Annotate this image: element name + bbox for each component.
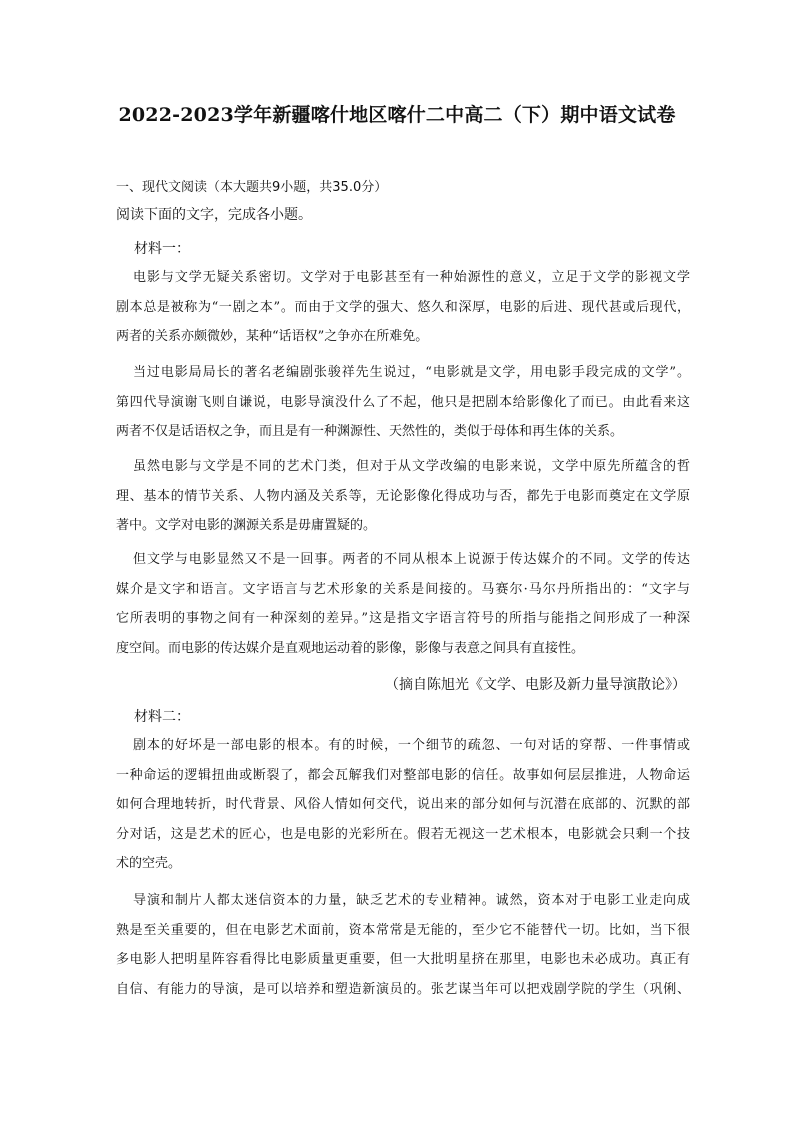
material-1-paragraph-3 (116, 452, 690, 541)
text-line: 但文学与电影显然又不是一回事。两者的不同从根本上说源于传达媒介的不同。文学的传达 (133, 552, 690, 567)
text-line: 多电影人把明星阵容看得比电影质量更重要，但一大批明星挤在那里，电影也未必成功。真正有 (116, 952, 690, 967)
text-line: 熟是至关重要的，但在电影艺术面前，资本常常是无能的，至少它不能替代一切。比如，当下很 (116, 922, 690, 938)
text-line: 一种命运的逻辑扭曲或断裂了，都会瓦解我们对整部电影的信任。故事如何层层推进，人物命运 (116, 767, 690, 783)
source-citation: （摘自陈旭光《文学、电影及新力量导演散论》） (385, 677, 686, 693)
material-1-label: 材料一： (134, 241, 190, 257)
text-line: 两者不仅是话语权之争，而且是有一种渊源性、天然性的，类似于母体和再生体的关系。 (116, 424, 624, 439)
material-2-paragraph-2 (116, 886, 690, 1004)
text-line: 它所表明的事物之间有一种深刻的差异。”这是指文字语言符号的所指与能指之间形成了一种深 (116, 611, 690, 626)
page-title: 2022-2023学年新疆喀什地区喀什二中高二（下）期中语文试卷 (118, 104, 676, 126)
material-2-label: 材料二： (134, 709, 190, 725)
text-line: 自信、有能力的导演，是可以培养和塑造新演员的。张艺谋当年可以把戏剧学院的学生（巩俐、 (116, 981, 690, 997)
text-line: 术的空壳。 (116, 856, 182, 871)
text-line: 理、基本的情节关系、人物内涵及关系等，无论影像化得成功与否，都先于电影而奠定在文学原 (116, 488, 690, 504)
text-line: 虽然电影与文学是不同的艺术门类，但对于从文学改编的电影来说，文学中原先所蕴含的哲 (133, 459, 690, 474)
text-line: 著中。文学对电影的渊源关系是毋庸置疑的。 (116, 518, 377, 533)
material-1-paragraph-2 (116, 358, 690, 447)
text-line: 度空间。而电影的传达媒介是直观地运动着的影像，影像与表意之间具有直接性。 (116, 640, 585, 656)
text-line: 如何合理地转折，时代背景、风俗人情如何交代，说出来的部分如何与沉潜在底部的、沉默的部 (116, 797, 690, 812)
text-line: 电影与文学无疑关系密切。文学对于电影甚至有一种始源性的意义，立足于文学的影视文学 (133, 270, 690, 285)
text-line: 剧本的好坏是一部电影的根本。有的时候，一个细节的疏忽、一句对话的穿帮、一件事情或 (133, 738, 690, 753)
material-1-paragraph-1 (116, 263, 690, 352)
section-heading: 一、现代文阅读（本大题共9小题，共35.0分） (116, 180, 388, 195)
text-line: 剧本总是被称为“一剧之本”。而由于文学的强大、悠久和深厚，电影的后进、现代甚或后现代， (116, 299, 690, 315)
text-line: 当过电影局局长的著名老编剧张骏祥先生说过，“电影就是文学，用电影手段完成的文学”。 (133, 365, 690, 380)
text-line: 媒介是文字和语言。文字语言与艺术形象的关系是间接的。马赛尔·马尔丹所指出的：“文字与 (116, 581, 690, 597)
reading-instruction: 阅读下面的文字，完成各小题。 (116, 207, 312, 223)
text-line: 分对话，这是艺术的匠心，也是电影的光彩所在。假若无视这一艺术根本，电影就会只剩一个技 (116, 826, 690, 842)
text-line: 导演和制片人都太迷信资本的力量，缺乏艺术的专业精神。诚然，资本对于电影工业走向成 (133, 893, 690, 908)
text-line: 两者的关系亦颇微妙，某种“话语权”之争亦在所难免。 (116, 329, 429, 344)
text-line: 第四代导演谢飞则自谦说，电影导演没什么了不起，他只是把剧本给影像化了而已。由此看来这 (116, 394, 690, 410)
material-2-paragraph-1 (116, 731, 690, 879)
material-1-paragraph-4 (116, 545, 690, 663)
